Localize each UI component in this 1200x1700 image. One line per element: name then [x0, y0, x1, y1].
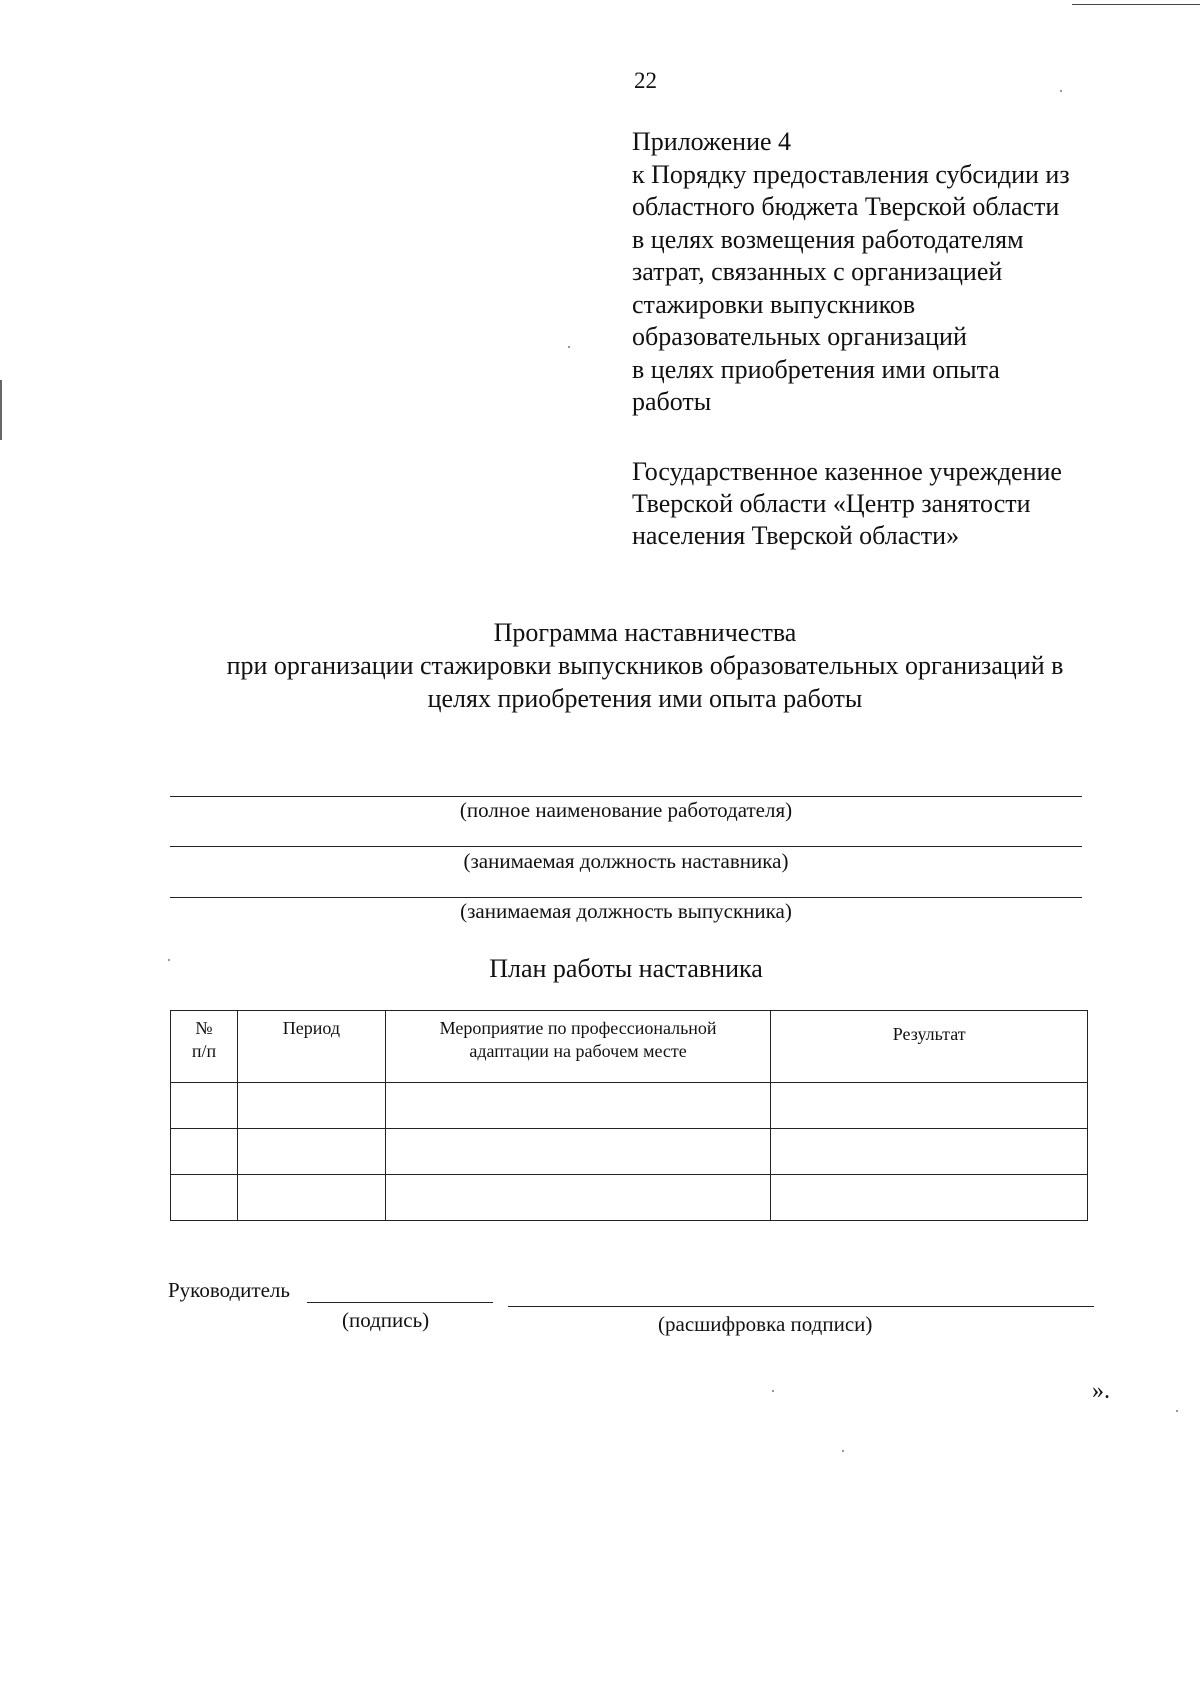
table-cell: [385, 1129, 771, 1175]
appendix-line: Приложение 4: [632, 127, 792, 156]
table-cell: [385, 1083, 771, 1129]
top-edge-rule: [1072, 4, 1200, 5]
appendix-header: [632, 126, 1152, 419]
institution-line: населения Тверской области»: [632, 521, 960, 550]
graduate-position-line: [170, 897, 1082, 898]
table-row: [171, 1175, 1088, 1221]
scan-speck: [1060, 90, 1062, 92]
column-header-result: Результат: [771, 1011, 1088, 1083]
mentor-position-caption: (занимаемая должность наставника): [463, 849, 789, 873]
appendix-line: областного бюджета Тверской области: [632, 192, 1060, 221]
table-cell: [171, 1129, 238, 1175]
program-title-line: Программа наставничества: [493, 618, 797, 647]
table-cell: [237, 1129, 385, 1175]
graduate-position-caption: (занимаемая должность выпускника): [460, 899, 792, 923]
table-row: [171, 1129, 1088, 1175]
appendix-line: образовательных организаций: [632, 322, 967, 351]
table-cell: [171, 1175, 238, 1221]
table-cell: [385, 1175, 771, 1221]
table-cell: [771, 1129, 1088, 1175]
scan-speck: [1176, 1410, 1178, 1412]
column-header-activity: Мероприятие по профессиональной адаптации на рабочем месте: [385, 1011, 771, 1083]
table-cell: [237, 1083, 385, 1129]
employer-name-caption: (полное наименование работодателя): [459, 798, 793, 822]
program-title-line: целях приобретения ими опыта работы: [427, 684, 863, 713]
signature-decoding-caption: (расшифровка подписи): [658, 1312, 873, 1336]
table-cell: [771, 1083, 1088, 1129]
program-title: [150, 616, 1140, 715]
institution-block: [632, 456, 1152, 552]
employer-name-line: [170, 796, 1082, 797]
institution-line: Тверской области «Центр занятости: [632, 489, 1031, 518]
column-header-number: № п/п: [171, 1011, 238, 1083]
appendix-line: в целях возмещения работодателям: [632, 224, 1024, 254]
institution-line: Государственное казенное учреждение: [632, 457, 1062, 486]
appendix-line: работы: [632, 387, 712, 416]
table-cell: [771, 1175, 1088, 1221]
signature-caption: (подпись): [342, 1308, 430, 1332]
plan-title: План работы наставника: [489, 954, 763, 983]
closing-quote-mark: ».: [1092, 1378, 1110, 1404]
mentor-plan-table: [170, 1010, 1088, 1221]
table-row: [171, 1083, 1088, 1129]
signature-line: [307, 1302, 493, 1303]
appendix-line: в целях приобретения ими опыта: [632, 354, 1000, 384]
scan-speck: [772, 1390, 774, 1392]
table-header-row: [171, 1011, 1088, 1083]
column-header-period: Период: [237, 1011, 385, 1083]
signature-decoding-line: [508, 1306, 1094, 1307]
appendix-line: стажировки выпускников: [632, 289, 916, 319]
program-title-line: при организации стажировки выпускников образовательных организаций в: [226, 651, 1064, 680]
page-number: 22: [634, 68, 657, 93]
appendix-line: затрат, связанных с организацией: [632, 257, 1003, 286]
scan-edge-mark: [0, 380, 2, 440]
table-cell: [171, 1083, 238, 1129]
scan-speck: [842, 1450, 844, 1452]
table-cell: [237, 1175, 385, 1221]
scan-speck: [568, 346, 570, 348]
scan-speck: [168, 959, 170, 961]
appendix-line: к Порядку предоставления субсидии из: [632, 159, 1070, 189]
signature-label: Руководитель: [168, 1278, 290, 1302]
mentor-position-line: [170, 846, 1082, 847]
